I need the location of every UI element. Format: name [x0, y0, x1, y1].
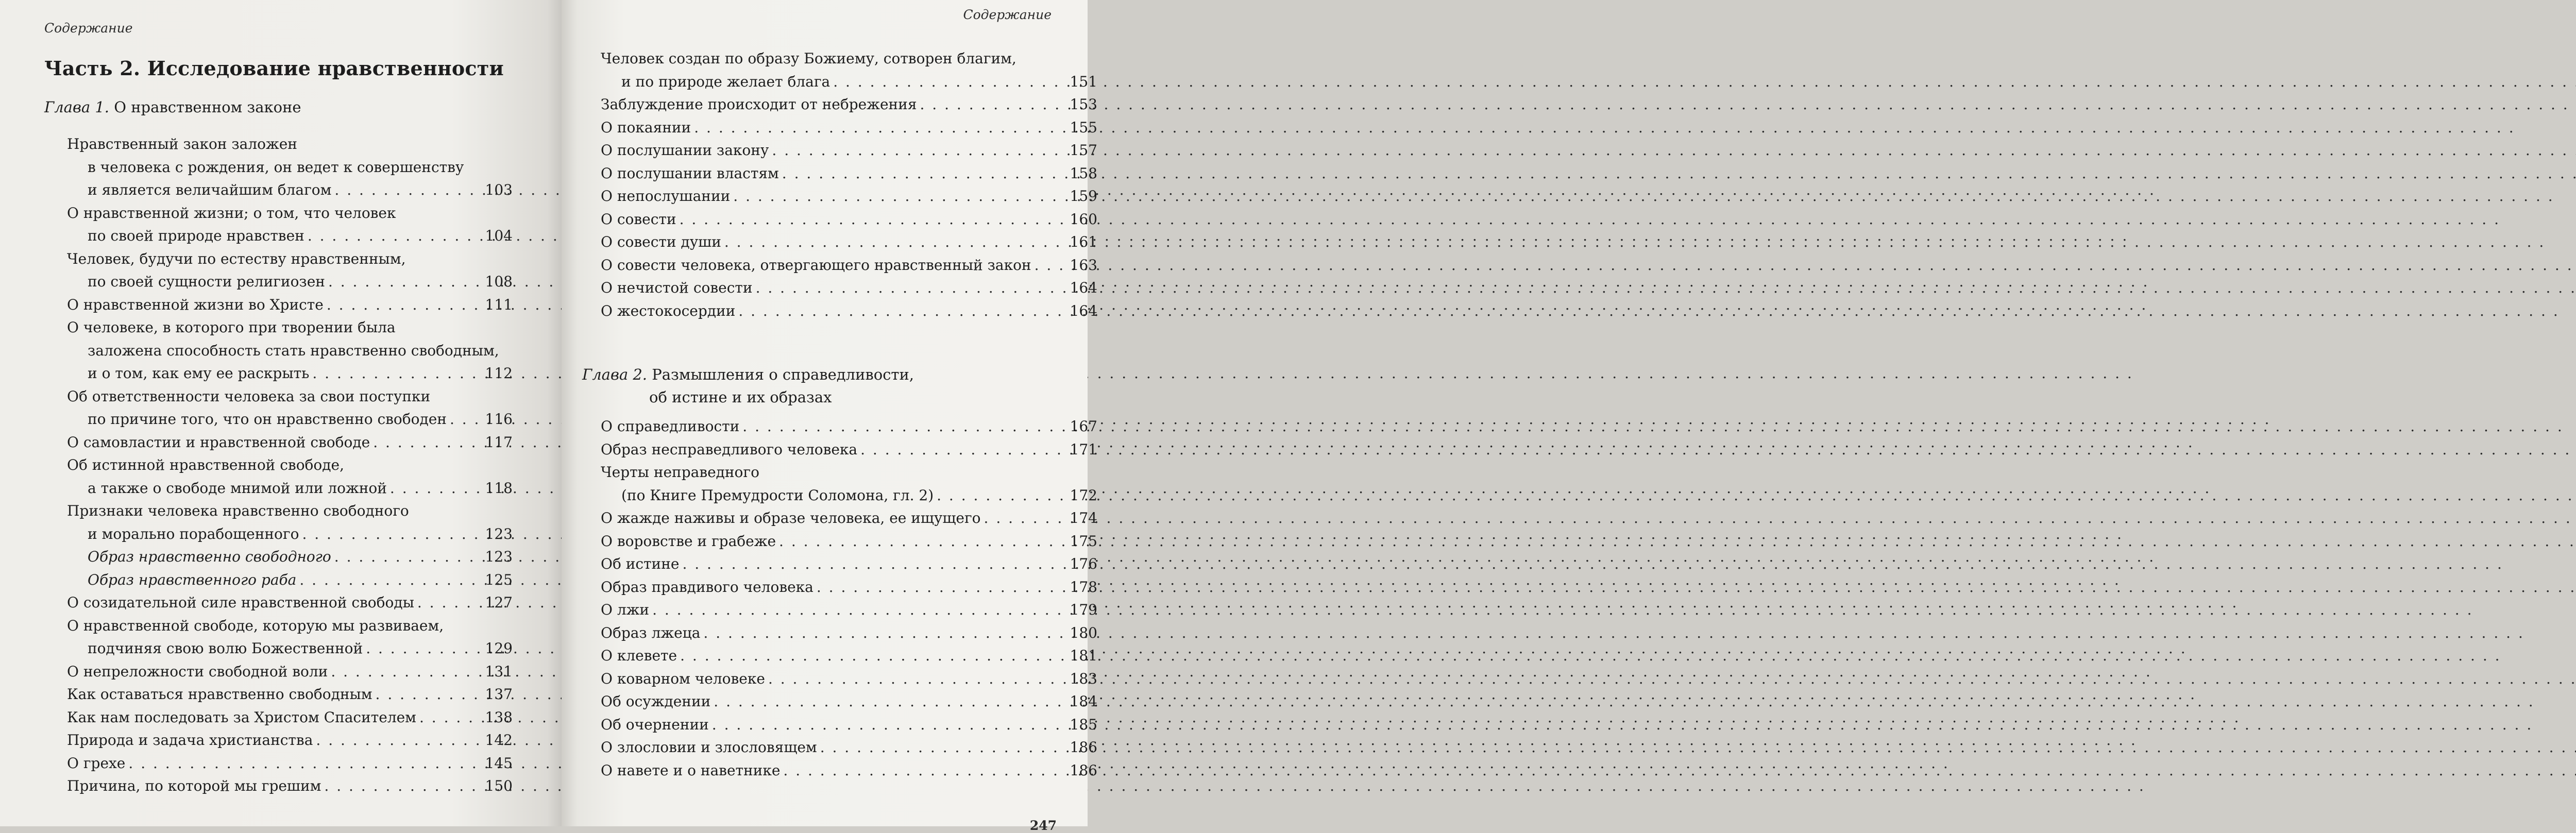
toc-page-number: 181 [1070, 647, 1097, 664]
toc-entry-title: по причине того, что он нравственно свободен [88, 411, 447, 428]
toc-entry-leader-row [67, 683, 513, 706]
toc-entry[interactable] [601, 162, 1097, 185]
dot-leader [312, 362, 482, 385]
toc-entry-title: О непреложности свободной воли [67, 662, 328, 680]
toc-entry[interactable] [67, 706, 513, 729]
toc-entry-leader-row [601, 576, 1097, 599]
toc-entry-title: Об истине [601, 555, 680, 572]
toc-entry-leader-row [601, 759, 1097, 783]
toc-entry[interactable] [601, 254, 1097, 277]
toc-entry-title: О коварном человеке [601, 670, 765, 687]
toc-page-number: 127 [485, 594, 513, 611]
toc-entry-title: Об очернении [601, 716, 709, 733]
toc-entry-leader-row [67, 546, 513, 569]
toc-entry[interactable] [67, 133, 513, 202]
dot-leader [682, 553, 1066, 576]
toc-entry-leader-row [601, 484, 1097, 507]
toc-page-number: 142 [485, 732, 513, 749]
toc-page-number: 129 [485, 640, 513, 657]
toc-entry-title-line: О человеке, в которого при творении была [67, 319, 396, 336]
toc-page-number: 123 [485, 525, 513, 542]
toc-entry-title: О непослушании [601, 188, 731, 205]
dot-leader [783, 759, 1066, 783]
toc-entry-leader-row [601, 644, 1097, 668]
toc-entry-leader-row [601, 736, 1097, 759]
toc-entry[interactable] [601, 576, 1097, 599]
toc-page-number: 179 [1070, 601, 1097, 618]
toc-entry-title: и о том, как ему ее раскрыть [88, 365, 310, 382]
toc-page-number: 180 [1070, 624, 1097, 641]
toc-entry-leader-row [67, 408, 513, 431]
toc-entry-leader-row [601, 254, 1097, 277]
toc-page-number: 183 [1070, 670, 1097, 687]
toc-page-number: 174 [1070, 509, 1097, 526]
toc-entry-title-line: Признаки человека нравственно свободного [67, 502, 409, 519]
toc-entry-title-line: Человек, будучи по естеству нравственным, [67, 250, 406, 267]
dot-leader [833, 71, 1066, 94]
toc-entry[interactable] [601, 668, 1097, 691]
toc-page-number: 131 [485, 662, 513, 680]
dot-leader [820, 736, 1067, 759]
toc-page-number: 185 [1070, 716, 1097, 733]
toc-page-number: 163 [1070, 256, 1097, 274]
toc-page-number: 151 [1070, 73, 1097, 90]
toc-entry-leader-row [67, 431, 513, 454]
toc-page-number: 116 [485, 411, 513, 428]
toc-entry[interactable] [67, 294, 513, 317]
toc-entry[interactable] [601, 759, 1097, 783]
toc-entry-title: Как оставаться нравственно свободным [67, 686, 372, 703]
toc-entry-leader-row [601, 622, 1097, 645]
toc-entry-title: Образ правдивого человека [601, 578, 814, 596]
toc-entry-title: по своей сущности религиозен [88, 273, 325, 290]
toc-entry-title: и является величайшим благом [88, 181, 332, 198]
dot-leader [373, 431, 482, 454]
toc-entry-title-line: Нравственный закон заложен [67, 135, 297, 152]
toc-entry[interactable] [67, 569, 513, 592]
toc-page-number: 150 [485, 777, 513, 794]
toc-entry-leader-row [67, 706, 513, 729]
dot-leader [324, 775, 482, 798]
toc-page-number: 158 [1070, 164, 1097, 182]
chapter-title: Размышления о справедливости, [652, 366, 914, 383]
toc-entry-leader-row [601, 116, 1097, 140]
toc-entry-title: О послушании закону [601, 142, 769, 159]
toc-entry-leader-row [601, 507, 1097, 530]
dot-leader [817, 576, 1067, 599]
toc-page-number: 172 [1070, 486, 1097, 504]
toc-page-number: 184 [1070, 693, 1097, 710]
toc-page-number: 112 [485, 365, 513, 382]
toc-entry-title: Природа и задача христианства [67, 732, 313, 749]
toc-entry[interactable] [67, 454, 513, 500]
toc-entry-title: О грехе [67, 754, 126, 772]
toc-entry-title: О жестокосердии [601, 302, 736, 319]
toc-entry[interactable] [67, 316, 513, 385]
toc-entry-leader-row [601, 93, 1097, 116]
toc-entry-title: О самовластии и нравственной свободе [67, 433, 370, 451]
toc-entry-title: О совести души [601, 233, 721, 250]
chapter-heading-2 [582, 363, 914, 409]
toc-entry-title: О клевете [601, 647, 677, 664]
toc-page-number: 153 [1070, 96, 1097, 113]
dot-leader [984, 507, 1067, 530]
toc-page-number: 104 [485, 227, 513, 244]
toc-entry-leader-row [67, 179, 513, 202]
toc-entry-leader-row [67, 523, 513, 546]
dot-leader [782, 162, 1067, 185]
chapter-title-continued: об истине и их образах [649, 388, 832, 406]
toc-entry-leader-row [601, 162, 1097, 185]
toc-entry[interactable] [67, 752, 513, 775]
dot-leader [756, 277, 1067, 300]
dot-leader [733, 185, 1066, 208]
dot-leader [779, 530, 1067, 553]
toc-page-number: 164 [1070, 279, 1097, 296]
toc-entry[interactable] [601, 185, 1097, 208]
toc-entry-leader-row [601, 231, 1097, 254]
toc-entry-leader-row [67, 477, 513, 500]
toc-page-number: 123 [485, 548, 513, 565]
toc-page-number: 108 [485, 273, 513, 290]
toc-entry-leader-row [67, 660, 513, 684]
toc-entry[interactable] [601, 599, 1097, 622]
toc-entry[interactable] [601, 713, 1097, 737]
dot-leader [714, 690, 1066, 713]
right-page [562, 0, 1097, 833]
running-head-left: Содержание [44, 21, 133, 36]
toc-entry-title: и по природе желает блага [621, 73, 831, 90]
dot-leader [331, 660, 482, 684]
toc-entry-leader-row [601, 438, 1097, 462]
dot-leader [417, 591, 482, 615]
toc-entry-leader-row [601, 139, 1097, 162]
toc-page-number: 164 [1070, 302, 1097, 319]
toc-page-number: 186 [1070, 739, 1097, 756]
part-title: Часть 2. Исследование нравственности [44, 57, 504, 80]
running-head-right: Содержание [963, 7, 1052, 22]
toc-entry[interactable] [601, 116, 1097, 140]
toc-entry[interactable] [67, 660, 513, 684]
toc-page-number: 171 [1070, 440, 1097, 458]
toc-entry[interactable] [67, 591, 513, 615]
toc-entry[interactable] [601, 461, 1097, 507]
toc-page-number: 137 [485, 686, 513, 703]
toc-entry[interactable] [67, 683, 513, 706]
dot-leader [680, 208, 1067, 231]
toc-entry-leader-row [601, 690, 1097, 713]
dot-leader [390, 477, 482, 500]
left-page [0, 0, 564, 826]
toc-entry[interactable] [67, 775, 513, 798]
toc-entry-title: Образ нравственно свободного [88, 548, 331, 565]
toc-entry-title-line: Об ответственности человека за свои поступки [67, 387, 431, 405]
toc-entry[interactable] [67, 431, 513, 454]
dot-leader [327, 294, 482, 317]
dot-leader [772, 139, 1066, 162]
toc-entry[interactable] [601, 530, 1097, 553]
toc-entry-title: О жажде наживы и образе человека, ее ищущего [601, 509, 981, 526]
toc-entry[interactable] [67, 729, 513, 752]
toc-page-number: 176 [1070, 555, 1097, 572]
toc-entry[interactable] [601, 553, 1097, 576]
toc-list-left [67, 133, 513, 798]
toc-entry[interactable] [67, 248, 513, 294]
toc-list-right-top [601, 47, 1097, 322]
dot-leader [128, 752, 482, 775]
toc-entry[interactable] [601, 277, 1097, 300]
toc-entry-title: О послушании властям [601, 164, 779, 182]
toc-entry-leader-row [601, 415, 1097, 438]
toc-entry-leader-row [601, 530, 1097, 553]
dot-leader [376, 683, 482, 706]
toc-entry-leader-row [67, 270, 513, 294]
toc-entry[interactable] [67, 546, 513, 569]
toc-entry[interactable] [67, 500, 513, 546]
toc-page-number: 111 [485, 296, 513, 313]
toc-entry-title: О созидательной силе нравственной свободы [67, 594, 414, 611]
toc-entry-title: О нечистой совести [601, 279, 753, 296]
dot-leader [724, 231, 1067, 254]
chapter-label: Глава 1. [44, 98, 110, 116]
toc-entry-title-line: О нравственной свободе, которую мы развиваем, [67, 617, 444, 634]
toc-entry[interactable] [601, 622, 1097, 645]
toc-entry-leader-row [601, 208, 1097, 231]
toc-page-number: 103 [485, 181, 513, 198]
dot-leader [366, 637, 482, 660]
dot-leader [316, 729, 482, 752]
toc-entry-leader-row [601, 668, 1097, 691]
toc-entry-leader-row [601, 277, 1097, 300]
dot-leader [694, 116, 1066, 140]
toc-entry[interactable] [601, 507, 1097, 530]
dot-leader [937, 484, 1066, 507]
dot-leader [1035, 254, 1067, 277]
dot-leader [738, 300, 1066, 323]
page-number: 247 [1029, 818, 1057, 833]
dot-leader [302, 523, 482, 546]
toc-page-number: 159 [1070, 188, 1097, 205]
toc-entry-title: по своей природе нравствен [88, 227, 304, 244]
toc-page-number: 160 [1070, 210, 1097, 228]
toc-page-number: 157 [1070, 142, 1097, 159]
toc-entry-title: Причина, по которой мы грешим [67, 777, 321, 794]
toc-entry-leader-row [601, 713, 1097, 737]
toc-entry[interactable] [601, 438, 1097, 462]
toc-entry[interactable] [601, 690, 1097, 713]
dot-leader [334, 546, 482, 569]
toc-entry-title: О совести человека, отвергающего нравственный закон [601, 256, 1031, 274]
toc-entry[interactable] [601, 47, 1097, 93]
dot-leader [299, 569, 482, 592]
toc-entry-title: (по Книге Премудрости Соломона, гл. 2) [621, 486, 934, 504]
toc-entry[interactable] [601, 208, 1097, 231]
toc-page-number: 161 [1070, 233, 1097, 250]
toc-entry-title: подчиняя свою волю Божественной [88, 640, 363, 657]
toc-entry-title: Об осуждении [601, 693, 711, 710]
toc-entry-title: Образ лжеца [601, 624, 701, 641]
dot-leader [703, 622, 1066, 645]
toc-entry-leader-row [67, 225, 513, 248]
toc-entry-leader-row [601, 599, 1097, 622]
toc-page-number: 118 [485, 479, 513, 497]
dot-leader [450, 408, 482, 431]
toc-page-number: 138 [485, 708, 513, 726]
toc-entry-title: О нравственной жизни во Христе [67, 296, 324, 313]
toc-page-number: 155 [1070, 118, 1097, 136]
toc-entry-title: О совести [601, 210, 676, 228]
toc-entry[interactable] [601, 736, 1097, 759]
toc-entry-title-line: Об истинной нравственной свободе, [67, 456, 344, 473]
toc-entry-leader-row [601, 553, 1097, 576]
chapter-label: Глава 2. [582, 366, 648, 383]
dot-leader [742, 415, 1066, 438]
toc-entry-leader-row [67, 729, 513, 752]
toc-entry[interactable] [601, 300, 1097, 323]
toc-entry-title-line: Человек создан по образу Божиему, сотворен благим, [601, 50, 1016, 67]
toc-entry[interactable] [601, 93, 1097, 116]
toc-entry[interactable] [67, 202, 513, 248]
chapter-heading-1 [44, 96, 301, 118]
dot-leader [920, 93, 1067, 116]
toc-entry-leader-row [601, 300, 1097, 323]
toc-entry-title-line: заложена способность стать нравственно свободным, [88, 342, 499, 359]
toc-entry-leader-row [67, 775, 513, 798]
toc-entry[interactable] [601, 139, 1097, 162]
toc-entry-title: О лжи [601, 601, 650, 618]
toc-entry-leader-row [67, 637, 513, 660]
dot-leader [419, 706, 482, 729]
toc-entry-title: Образ нравственного раба [88, 571, 297, 588]
toc-page-number: 117 [485, 433, 513, 451]
toc-entry-title-line: Черты неправедного [601, 464, 759, 481]
dot-leader [334, 179, 482, 202]
toc-page-number: 175 [1070, 532, 1097, 550]
toc-entry[interactable] [601, 231, 1097, 254]
toc-entry-title: Как нам последовать за Христом Спасителем [67, 708, 416, 726]
dot-leader [712, 713, 1067, 737]
toc-entry-title: О покаянии [601, 118, 691, 136]
toc-entry-title: Образ несправедливого человека [601, 440, 858, 458]
toc-entry-title: Заблуждение происходит от небрежения [601, 96, 917, 113]
toc-entry-title: и морально порабощенного [88, 525, 299, 542]
toc-entry-title-line: в человека с рождения, он ведет к совершенству [88, 158, 464, 176]
toc-entry-leader-row [601, 185, 1097, 208]
toc-entry[interactable] [601, 415, 1097, 438]
toc-entry[interactable] [67, 615, 513, 660]
dot-leader [860, 438, 1066, 462]
dot-leader [680, 644, 1066, 668]
toc-entry-title: О навете и о наветнике [601, 761, 781, 779]
toc-entry-leader-row [67, 362, 513, 385]
toc-entry-title: О воровстве и грабеже [601, 532, 776, 550]
toc-entry-title: О справедливости [601, 418, 740, 435]
toc-page-number: 186 [1070, 761, 1097, 779]
toc-page-number: 178 [1070, 578, 1097, 596]
toc-entry-title-line: О нравственной жизни; о том, что человек [67, 204, 396, 222]
dot-leader [308, 225, 482, 248]
toc-entry-leader-row [67, 569, 513, 592]
dot-leader [768, 668, 1067, 691]
toc-page-number: 125 [485, 571, 513, 588]
toc-entry-leader-row [601, 71, 1097, 94]
toc-entry-leader-row [67, 591, 513, 615]
toc-entry[interactable] [67, 385, 513, 431]
toc-entry-title: О злословии и злословящем [601, 739, 817, 756]
toc-entry[interactable] [601, 644, 1097, 668]
toc-entry-leader-row [67, 294, 513, 317]
toc-page-number: 167 [1070, 418, 1097, 435]
toc-entry-leader-row [67, 752, 513, 775]
toc-entry-title: а также о свободе мнимой или ложной [88, 479, 387, 497]
dot-leader [328, 270, 482, 294]
toc-list-right-bottom [601, 415, 1097, 782]
toc-page-number: 145 [485, 754, 513, 772]
dot-leader [652, 599, 1066, 622]
chapter-title: О нравственном законе [114, 98, 301, 116]
